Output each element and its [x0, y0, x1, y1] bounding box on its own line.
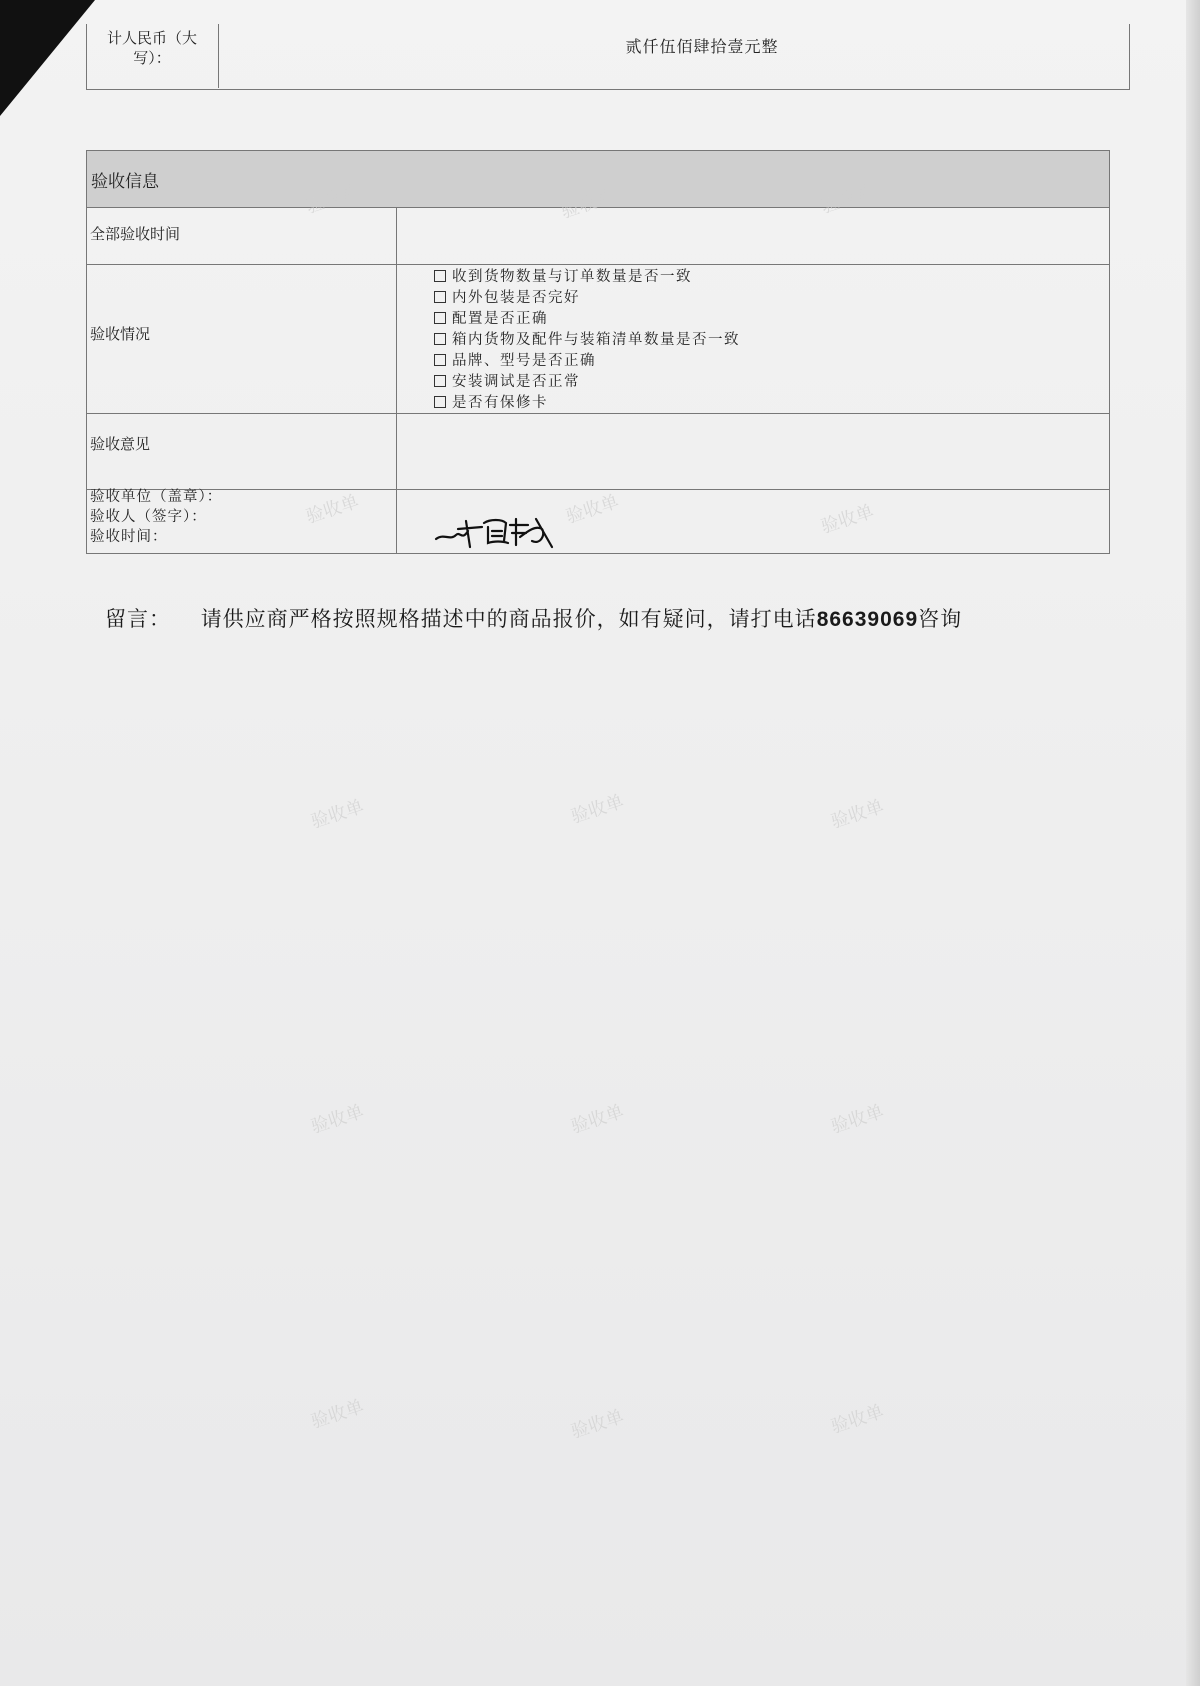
checkbox-icon[interactable] — [434, 354, 446, 366]
amount-table — [86, 24, 1130, 90]
watermark: 验收单 — [308, 1396, 367, 1433]
amount-value: 贰仟伍佰肆拾壹元整 — [625, 37, 779, 56]
watermark: 验收单 — [828, 1101, 887, 1138]
watermark: 验收单 — [558, 186, 617, 223]
corner-shadow — [0, 0, 95, 116]
signature-labels — [90, 487, 222, 547]
note-text: 请供应商严格按照规格描述中的商品报价，如有疑问，请打电话 — [200, 607, 817, 631]
watermark: 验收单 — [568, 1101, 627, 1138]
note-prefix: 留言： — [105, 607, 171, 631]
watermark: 验收单 — [828, 1401, 887, 1438]
opinion-label: 验收意见 — [90, 435, 151, 453]
checkbox-icon[interactable] — [434, 333, 446, 345]
time-label: 验收时间： — [90, 529, 168, 545]
signature-image — [432, 511, 562, 551]
handwritten-signature — [432, 511, 562, 555]
note-suffix: 咨询 — [918, 607, 963, 631]
check-item[interactable]: 收到货物数量与订单数量是否一致 — [434, 265, 740, 286]
check-item[interactable]: 品牌、型号是否正确 — [434, 349, 740, 370]
watermark: 验收单 — [828, 796, 887, 833]
status-label: 验收情况 — [90, 325, 151, 343]
check-item[interactable]: 内外包装是否完好 — [434, 286, 740, 307]
section-title: 验收信息 — [91, 172, 159, 192]
page-edge — [1186, 0, 1200, 1686]
watermark: 验收单 — [308, 796, 367, 833]
message-note — [105, 603, 962, 633]
check-item[interactable]: 安装调试是否正常 — [434, 370, 740, 391]
checkbox-icon[interactable] — [434, 396, 446, 408]
check-item[interactable]: 配置是否正确 — [434, 307, 740, 328]
all-time-label: 全部验收时间 — [90, 225, 181, 243]
checkbox-icon[interactable] — [434, 375, 446, 387]
watermark: 验收单 — [568, 1406, 627, 1443]
check-item[interactable]: 箱内货物及配件与装箱清单数量是否一致 — [434, 328, 740, 349]
checkbox-icon[interactable] — [434, 270, 446, 282]
unit-label: 验收单位（盖章）： — [90, 489, 223, 505]
checkbox-icon[interactable] — [434, 291, 446, 303]
watermark: 验收单 — [818, 501, 877, 538]
status-checklist — [434, 265, 740, 412]
person-label: 验收人（签字）： — [90, 509, 207, 525]
watermark: 验收单 — [303, 181, 362, 218]
watermark: 验收单 — [303, 491, 362, 528]
watermark: 验收单 — [563, 491, 622, 528]
note-phone: 86639069 — [816, 608, 919, 631]
watermark: 验收单 — [818, 181, 877, 218]
checkbox-icon[interactable] — [434, 312, 446, 324]
watermark: 验收单 — [568, 791, 627, 828]
watermark: 验收单 — [308, 1101, 367, 1138]
check-item[interactable]: 是否有保修卡 — [434, 391, 740, 412]
amount-label: 计人民币（大写）： — [106, 29, 197, 67]
